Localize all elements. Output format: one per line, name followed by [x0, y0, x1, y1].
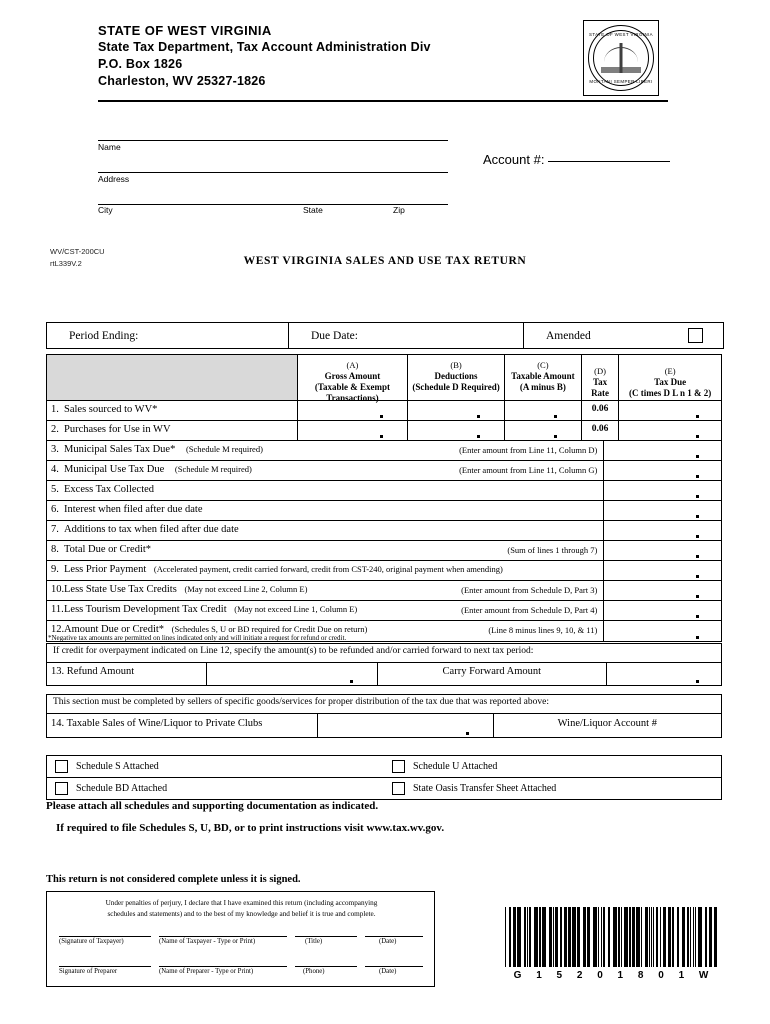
name-input[interactable] — [98, 126, 448, 141]
taxpayer-address-block — [98, 126, 448, 215]
line-5-tax-due-input[interactable] — [604, 481, 721, 500]
header-b-letter: (B) — [450, 360, 462, 370]
header-a-letter: (A) — [346, 360, 359, 370]
refund-instruction: If credit for overpayment indicated on Line 12, specify the amount(s) to be refunded and/or carried forward to next tax period: — [47, 644, 721, 663]
zip-label: Zip — [393, 205, 405, 215]
line-11-label: Less Tourism Development Tax Credit — [64, 604, 227, 615]
refund-amount-input[interactable] — [207, 663, 378, 685]
line-4-label: Municipal Use Tax Due — [64, 464, 165, 475]
line-5-number: 5. — [51, 484, 59, 495]
preparer-signature-input[interactable] — [59, 966, 151, 967]
carry-forward-label: Carry Forward Amount — [378, 663, 608, 685]
schedules-checklist — [46, 755, 722, 800]
line-7-number: 7. — [51, 524, 59, 535]
header-b-title: Deductions — [434, 371, 478, 381]
account-number-field[interactable] — [483, 152, 670, 167]
table-header-row — [47, 355, 721, 401]
account-number-label: Account #: — [483, 152, 545, 167]
line-6-number: 6. — [51, 504, 59, 515]
line-10-tax-due-input[interactable] — [604, 581, 721, 600]
line-2-description — [47, 421, 298, 440]
label-date-preparer: (Date) — [379, 968, 397, 975]
attach-note-1: Please attach all schedules and supporting documentation as indicated. — [46, 800, 379, 812]
header-column-e — [619, 355, 721, 400]
address-label: Address — [98, 174, 130, 184]
line-13-number: 13. — [51, 666, 65, 677]
line-1-gross-input[interactable] — [298, 401, 409, 420]
line-13-label: Refund Amount — [66, 666, 135, 677]
label-phone: (Phone) — [303, 968, 325, 975]
name-label: Name — [98, 142, 121, 152]
line-4-sublabel: (Schedule M required) — [174, 464, 252, 474]
header-column-b — [408, 355, 505, 400]
header-e-title: Tax Due — [654, 377, 687, 387]
period-bar — [46, 322, 724, 349]
line-4-number: 4. — [51, 464, 59, 475]
line-1-description — [47, 401, 298, 420]
seal-top-text: STATE OF WEST VIRGINIA — [589, 32, 653, 37]
table-row — [47, 581, 721, 601]
header-c-letter: (C) — [537, 360, 549, 370]
oasis-transfer-row[interactable] — [384, 778, 721, 799]
agency-pobox: P.O. Box 1826 — [98, 57, 183, 71]
line-2-taxable-input[interactable] — [505, 421, 582, 440]
label-name-taxpayer: (Name of Taxpayer - Type or Print) — [159, 938, 256, 945]
perjury-line-1: Under penalties of perjury, I declare that I have examined this return (including accompanying — [105, 899, 378, 907]
period-ending-field[interactable] — [47, 323, 289, 348]
line-3-note: (Enter amount from Line 11, Column D) — [459, 445, 598, 455]
table-row — [47, 421, 721, 441]
signature-block — [46, 891, 435, 987]
header-e-sub: (C times D L n 1 & 2) — [629, 388, 712, 398]
header-c-title: Taxable Amount — [511, 371, 575, 381]
header-column-a — [298, 355, 409, 403]
line-1-tax-due-input[interactable] — [619, 401, 721, 420]
taxpayer-date-input[interactable] — [365, 936, 423, 937]
schedule-s-label: Schedule S Attached — [76, 761, 159, 772]
line-2-number: 2. — [51, 424, 59, 435]
line-12-number: 12. — [51, 624, 65, 635]
schedule-bd-checkbox[interactable] — [55, 782, 68, 795]
oasis-transfer-checkbox[interactable] — [392, 782, 405, 795]
page-title: WEST VIRGINIA SALES AND USE TAX RETURN — [243, 255, 527, 267]
line-11-description — [47, 601, 604, 620]
label-signature-taxpayer: (Signature of Taxpayer) — [59, 938, 124, 945]
line-2-label: Purchases for Use in WV — [64, 424, 171, 435]
form-number-line2: rtL339V.2 — [50, 259, 82, 268]
line-9-tax-due-input[interactable] — [604, 561, 721, 580]
line-10-sublabel: (May not exceed Line 2, Column E) — [184, 584, 308, 594]
period-ending-label: Period Ending: — [69, 329, 139, 342]
city-state-zip-input[interactable] — [98, 190, 448, 205]
line-8-note: (Sum of lines 1 through 7) — [507, 545, 598, 555]
table-row — [47, 461, 721, 481]
table-row — [47, 401, 721, 421]
schedule-bd-row[interactable] — [47, 778, 384, 799]
header-a-sub: (Taxable & Exempt Transactions) — [314, 382, 391, 403]
line-9-sublabel: (Accelerated payment, credit carried forward, credit from CST-240, original payment when amending) — [153, 564, 503, 574]
schedule-bd-label: Schedule BD Attached — [76, 783, 168, 794]
line-1-label: Sales sourced to WV* — [64, 404, 158, 415]
line-8-description — [47, 541, 604, 560]
label-title: (Title) — [305, 938, 323, 945]
schedule-u-checkbox[interactable] — [392, 760, 405, 773]
line-8-tax-due-input[interactable] — [604, 541, 721, 560]
taxpayer-title-input[interactable] — [295, 936, 357, 937]
wine-liquor-section — [46, 694, 722, 738]
agency-citystatezip: Charleston, WV 25327-1826 — [98, 74, 266, 88]
line-14-label: Taxable Sales of Wine/Liquor to Private Clubs — [66, 718, 263, 729]
line-7-label: Additions to tax when filed after due date — [64, 524, 239, 535]
state-seal-icon — [583, 20, 659, 96]
line-12-sublabel: (Schedules S, U or BD required for Credit Due on return) — [171, 624, 368, 634]
table-row — [47, 561, 721, 581]
line-3-description — [47, 441, 604, 460]
header-rule — [98, 100, 668, 102]
address-input[interactable] — [98, 158, 448, 173]
taxpayer-name-input[interactable] — [159, 936, 287, 937]
line-4-description — [47, 461, 604, 480]
amended-checkbox[interactable] — [688, 328, 703, 343]
line-7-description — [47, 521, 604, 540]
line-1-rate: 0.06 — [582, 401, 619, 420]
wine-liquor-instruction: This section must be completed by sellers of specific goods/services for proper distribution of the tax due that was reported above: — [47, 695, 721, 714]
label-signature-preparer: Signature of Preparer — [59, 968, 118, 975]
header-e-letter: (E) — [664, 366, 676, 376]
refund-section — [46, 643, 722, 686]
line-6-description — [47, 501, 604, 520]
tax-lines-table — [46, 354, 722, 642]
header-a-title: Gross Amount — [324, 371, 381, 381]
header-b-sub: (Schedule D Required) — [412, 382, 500, 392]
form-number-line1: WV/CST-200CU — [50, 247, 105, 256]
line-10-label: Less State Use Tax Credits — [64, 584, 177, 595]
schedule-u-row[interactable] — [384, 756, 721, 777]
line-6-tax-due-input[interactable] — [604, 501, 721, 520]
line-8-label: Total Due or Credit* — [64, 544, 152, 555]
preparer-phone-input[interactable] — [295, 966, 357, 967]
line-12-label: Amount Due or Credit* — [64, 624, 165, 635]
line-5-label: Excess Tax Collected — [64, 484, 155, 495]
preparer-date-input[interactable] — [365, 966, 423, 967]
state-label: State — [303, 205, 323, 215]
line-2-tax-due-input[interactable] — [619, 421, 721, 440]
line-6-label: Interest when filed after due date — [64, 504, 203, 515]
header-column-c — [505, 355, 582, 400]
agency-state: STATE OF WEST VIRGINIA — [98, 23, 272, 38]
line-3-sublabel: (Schedule M required) — [185, 444, 263, 454]
schedule-s-row[interactable] — [47, 756, 384, 777]
line-2-deductions-input[interactable] — [408, 421, 505, 440]
signature-required-note: This return is not considered complete unless it is signed. — [46, 874, 301, 885]
line-11-note: (Enter amount from Schedule D, Part 4) — [461, 605, 598, 615]
negative-tax-footnote: *Negative tax amounts are permitted on lines indicated only and will initiate a request for refund or credit. — [48, 634, 347, 642]
table-row — [47, 541, 721, 561]
amended-field[interactable] — [524, 323, 723, 348]
wine-liquor-amount-input[interactable] — [318, 714, 493, 737]
line-11-sublabel: (May not exceed Line 1, Column E) — [234, 604, 358, 614]
header-d-title: Tax — [592, 377, 608, 387]
line-1-taxable-input[interactable] — [505, 401, 582, 420]
line-9-description — [47, 561, 604, 580]
wine-liquor-account-label: Wine/Liquor Account # — [557, 718, 657, 729]
preparer-name-input[interactable] — [159, 966, 287, 967]
label-name-preparer: (Name of Preparer - Type or Print) — [159, 968, 254, 975]
carry-forward-amount-input[interactable] — [607, 663, 721, 685]
line-2-gross-input[interactable] — [298, 421, 409, 440]
schedule-u-label: Schedule U Attached — [413, 761, 498, 772]
table-row — [47, 501, 721, 521]
header-description — [47, 355, 298, 400]
line-3-label: Municipal Sales Tax Due* — [64, 444, 176, 455]
taxpayer-signature-input[interactable] — [59, 936, 151, 937]
line-10-number: 10. — [51, 584, 65, 595]
oasis-transfer-label: State Oasis Transfer Sheet Attached — [413, 783, 557, 794]
table-row — [47, 601, 721, 621]
header-column-d — [582, 355, 619, 400]
schedule-s-checkbox[interactable] — [55, 760, 68, 773]
line-13-description — [47, 663, 207, 685]
line-1-deductions-input[interactable] — [408, 401, 505, 420]
attach-note-2: If required to file Schedules S, U, BD, or to print instructions visit www.tax.wv.gov. — [56, 822, 445, 834]
line-5-description — [47, 481, 604, 500]
barcode-image — [505, 907, 723, 967]
header-d-letter: (D) — [594, 366, 606, 376]
line-9-number: 9. — [51, 564, 59, 575]
line-10-note: (Enter amount from Schedule D, Part 3) — [461, 585, 598, 595]
table-row — [47, 521, 721, 541]
line-2-rate: 0.06 — [582, 421, 619, 440]
table-row — [47, 441, 721, 461]
city-label: City — [98, 205, 113, 215]
line-14-number: 14. — [51, 718, 65, 729]
line-10-description — [47, 581, 604, 600]
line-12-tax-due-input[interactable] — [604, 621, 721, 641]
line-4-note: (Enter amount from Line 11, Column G) — [459, 465, 598, 475]
line-1-number: 1. — [51, 404, 59, 415]
line-7-tax-due-input[interactable] — [604, 521, 721, 540]
line-3-tax-due-input[interactable] — [604, 441, 721, 460]
amended-label: Amended — [546, 329, 591, 342]
due-date-label: Due Date: — [311, 329, 358, 342]
header-c-sub: (A minus B) — [519, 382, 566, 392]
header-d-title2: Rate — [591, 388, 610, 398]
line-4-tax-due-input[interactable] — [604, 461, 721, 480]
line-14-description — [47, 714, 318, 737]
line-8-number: 8. — [51, 544, 59, 555]
line-11-tax-due-input[interactable] — [604, 601, 721, 620]
perjury-line-2: schedules and statements) and to the best of my knowledge and belief it is true and complete. — [107, 910, 376, 918]
line-3-number: 3. — [51, 444, 59, 455]
due-date-field[interactable] — [289, 323, 524, 348]
agency-division: State Tax Department, Tax Account Administration Div — [98, 40, 431, 54]
table-row — [47, 481, 721, 501]
line-12-note: (Line 8 minus lines 9, 10, & 11) — [488, 625, 598, 635]
barcode-text: G 1 5 2 0 1 8 0 1 W — [513, 970, 715, 981]
line-11-number: 11. — [51, 604, 64, 615]
line-9-label: Less Prior Payment — [64, 564, 147, 575]
account-number-input[interactable] — [548, 161, 670, 162]
seal-bottom-text: MONTANI SEMPER LIBERI — [589, 79, 653, 84]
label-date-taxpayer: (Date) — [379, 938, 397, 945]
